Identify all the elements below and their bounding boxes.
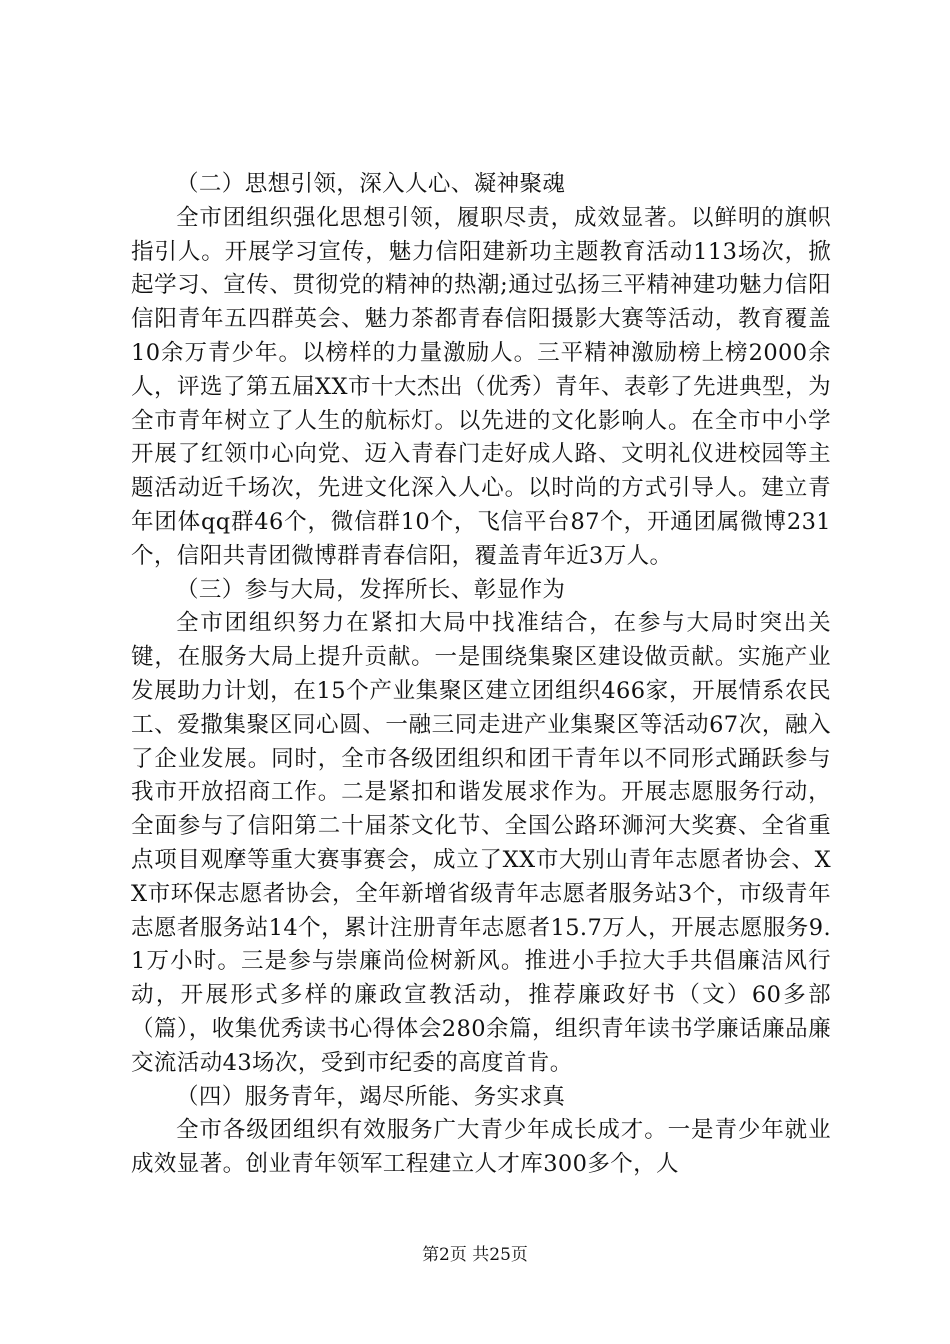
section-heading-4: （四）服务青年，竭尽所能、务实求真: [176, 1083, 566, 1110]
section-paragraph-2: 全市团组织强化思想引领，履职尽责，成效显著。以鲜明的旗帜指引人。开展学习宣传，魅力信阳建新功主题教育活动113场次，掀起学习、宣传、贯彻党的精神的热潮;通过弘扬三平精神建功魅力信阳信阳青年五四群英会、魅力茶都青春信阳摄影大赛等活动，教育覆盖10余万青少年。以榜样的力量激励人。三平精神激励榜上榜2000余人，评选了第五届XX市十大杰出（优秀）青年、表彰了先进典型，为全市青年树立了人生的航标灯。以先进的文化影响人。在全市中小学开展了红领巾心向党、迈入青春门走好成人路、文明礼仪进校园等主题活动近千场次，先进文化深入人心。以时尚的方式引导人。建立青年团体qq群46个，微信群10个，飞信平台87个，开通团属微博231个，信阳共青团微博群青春信阳，覆盖青年近3万人。: [131, 204, 831, 569]
document-body: [131, 168, 831, 1182]
section-heading-2: （二）思想引领，深入人心、凝神聚魂: [176, 171, 566, 197]
section-heading-3: （三）参与大局，发挥所长、彰显作为: [176, 576, 566, 603]
section-paragraph-3: 全市团组织努力在紧扣大局中找准结合，在参与大局时突出关键，在服务大局上提升贡献。一是围绕集聚区建设做贡献。实施产业发展助力计划，在15个产业集聚区建立团组织466家，开展情系农民工、爱撒集聚区同心圆、一融三同走进产业集聚区等活动67次，融入了企业发展。同时，全市各级团组织和团干青年以不同形式踊跃参与我市开放招商工作。二是紧扣和谐发展求作为。开展志愿服务行动，全面参与了信阳第二十届茶文化节、全国公路环浉河大奖赛、全省重点项目观摩等重大赛事赛会，成立了XX市大别山青年志愿者协会、XX市环保志愿者协会，全年新增省级青年志愿者服务站3个，市级青年志愿者服务站14个，累计注册青年志愿者15.7万人，开展志愿服务9.1万小时。三是参与崇廉尚俭树新风。推进小手拉大手共倡廉洁风行动，开展形式多样的廉政宣教活动，推荐廉政好书（文）60多部（篇），收集优秀读书心得体会280余篇，组织青年读书学廉话廉品廉交流活动43场次，受到市纪委的高度首肯。: [131, 610, 831, 1076]
page-number-footer: 第2页 共25页: [422, 1245, 528, 1265]
section-paragraph-4: 全市各级团组织有效服务广大青少年成长成才。一是青少年就业成效显著。创业青年领军工程建立人才库300多个，人: [131, 1117, 831, 1178]
